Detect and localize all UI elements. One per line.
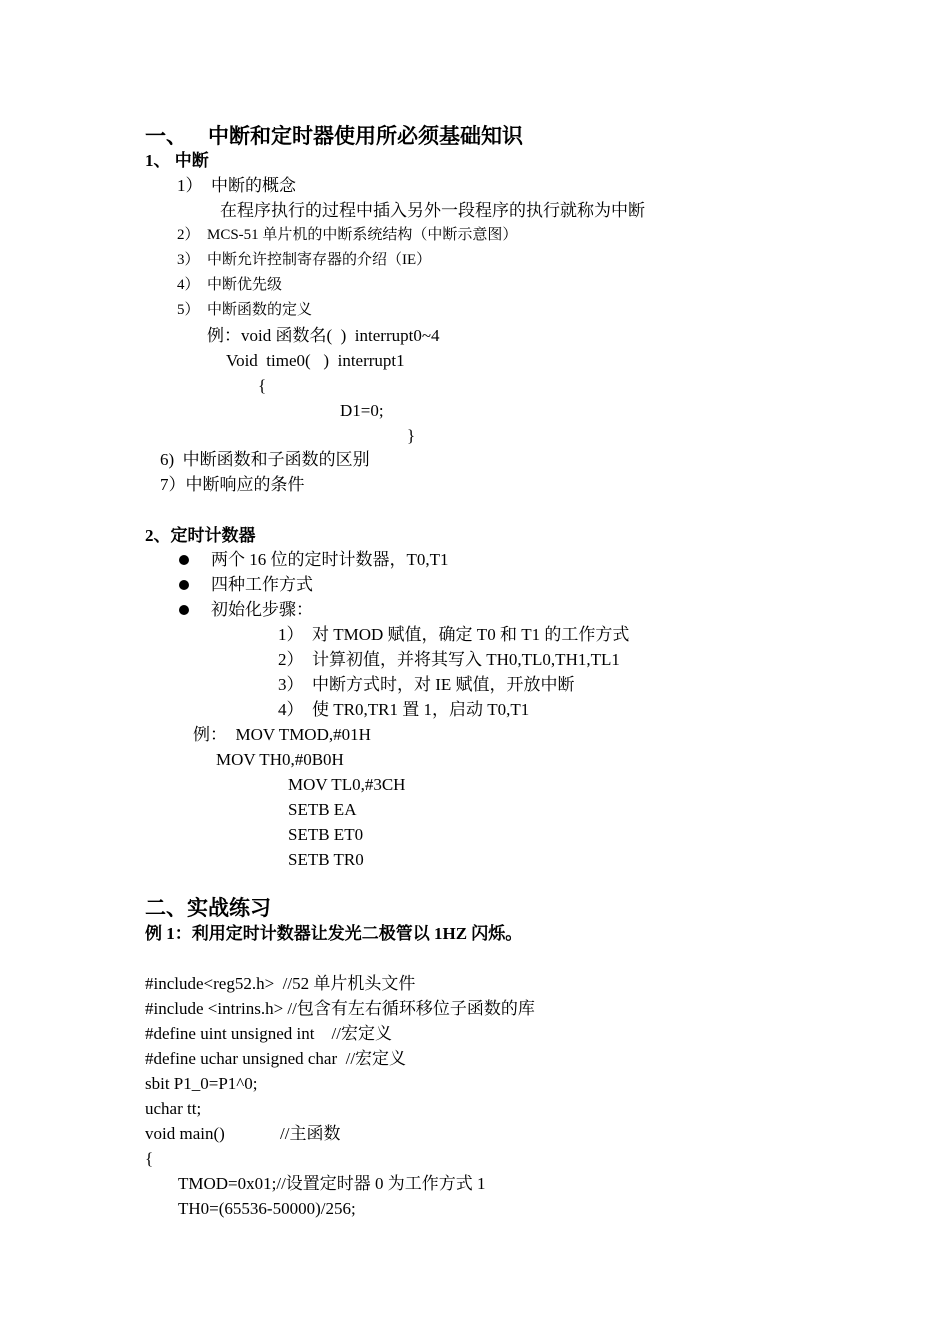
code-line: #include <intrins.h> //包含有左右循环移位子函数的库 (145, 999, 535, 1018)
interrupt-definition-text: 在程序执行的过程中插入另外一段程序的执行就称为中断 (220, 201, 645, 220)
code-line: SETB EA (288, 800, 357, 819)
code-line: #define uchar unsigned char //宏定义 (145, 1049, 407, 1068)
bullet-icon (179, 605, 189, 615)
init-step: 4） 使 TR0,TR1 置 1，启动 T0,T1 (278, 700, 530, 719)
list-item: 2） MCS-51 单片机的中断系统结构（中断示意图） (177, 227, 518, 243)
code-line: MOV TL0,#3CH (288, 775, 406, 794)
code-line: #define uint unsigned int //宏定义 (145, 1024, 392, 1043)
bullet-icon (179, 555, 189, 565)
list-item: 6) 中断函数和子函数的区别 (160, 450, 370, 469)
list-item: 5） 中断函数的定义 (177, 302, 313, 318)
code-line: 例： MOV TMOD,#01H (193, 725, 371, 744)
code-line: } (407, 426, 416, 445)
code-line: #include<reg52.h> //52 单片机头文件 (145, 974, 416, 993)
init-step: 2） 计算初值，并将其写入 TH0,TL0,TH1,TL1 (278, 650, 620, 669)
init-step: 3） 中断方式时，对 IE 赋值，开放中断 (278, 675, 575, 694)
code-line: uchar tt; (145, 1099, 202, 1118)
code-line: { (145, 1149, 154, 1168)
code-line: TH0=(65536-50000)/256; (178, 1199, 356, 1218)
code-line: SETB ET0 (288, 825, 364, 844)
bullet-item: 两个 16 位的定时计数器，T0,T1 (211, 550, 449, 569)
section-2-title: 二、实战练习 (145, 896, 271, 920)
code-line: void main() //主函数 (145, 1124, 341, 1143)
code-line: sbit P1_0=P1^0; (145, 1074, 258, 1093)
code-line: SETB TR0 (288, 850, 364, 869)
code-line: MOV TH0,#0B0H (216, 750, 344, 769)
section-1-title: 一、 中断和定时器使用所必须基础知识 (145, 124, 523, 148)
subsection-interrupt-heading: 1、 中断 (145, 151, 209, 170)
bullet-item: 初始化步骤： (211, 600, 313, 619)
list-item: 4） 中断优先级 (177, 277, 283, 293)
subsection-timer-heading: 2、定时计数器 (145, 526, 256, 545)
code-line: 例：void 函数名( ) interrupt0~4 (207, 326, 440, 345)
code-line: D1=0; (340, 401, 384, 420)
code-line: TMOD=0x01;//设置定时器 0 为工作方式 1 (178, 1174, 486, 1193)
bullet-icon (179, 580, 189, 590)
bullet-item: 四种工作方式 (211, 575, 313, 594)
init-step: 1） 对 TMOD 赋值，确定 T0 和 T1 的工作方式 (278, 625, 630, 644)
list-item: 3） 中断允许控制寄存器的介绍（IE） (177, 252, 432, 268)
list-item: 1） 中断的概念 (177, 176, 296, 195)
list-item: 7）中断响应的条件 (160, 475, 305, 494)
code-line: Void time0( ) interrupt1 (226, 351, 405, 370)
code-line: { (258, 376, 267, 395)
example-title: 例 1：利用定时计数器让发光二极管以 1HZ 闪烁。 (145, 924, 523, 943)
